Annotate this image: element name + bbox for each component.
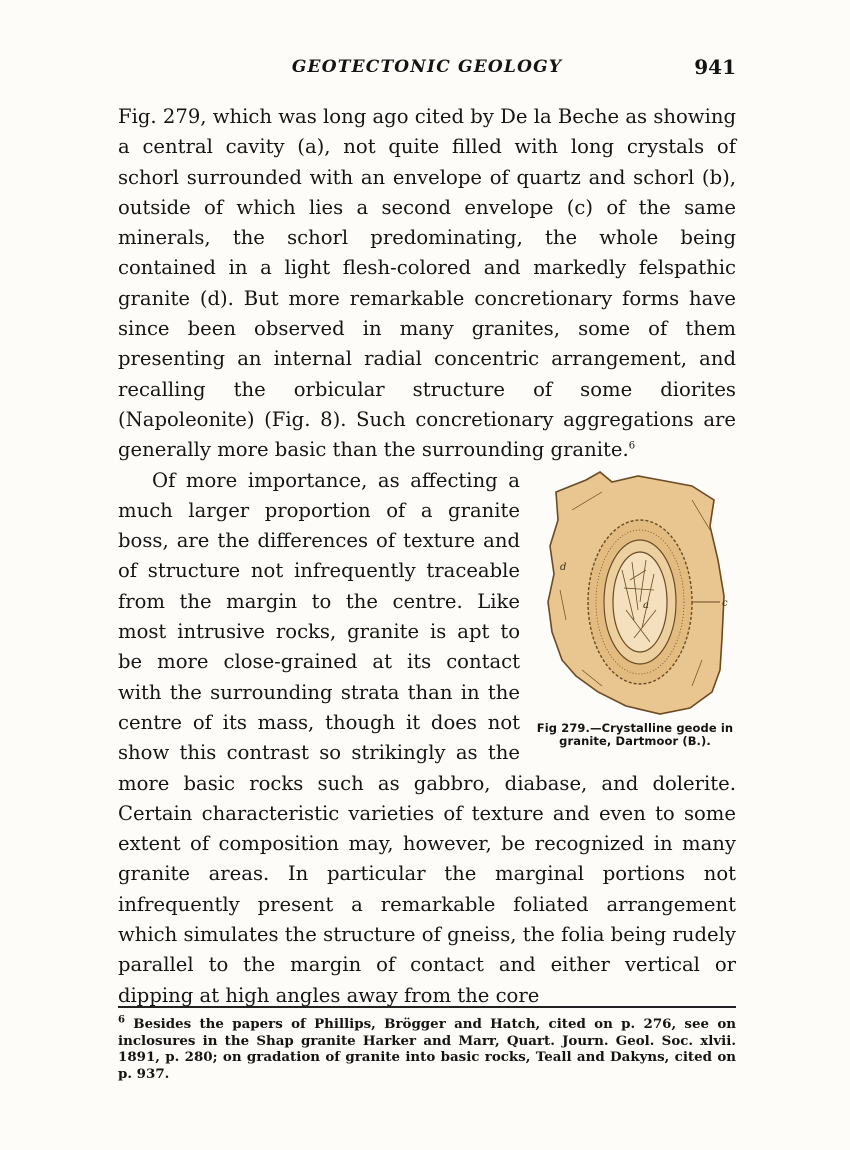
page-number: 941 xyxy=(694,55,736,79)
footnote-marker: 6 xyxy=(118,1014,125,1026)
label-c: c xyxy=(722,597,728,609)
body-text xyxy=(118,102,736,1011)
paragraph-1-text: Fig. 279, which was long ago cited by De la Beche as showing a central cavity (a), not quite filled with long crystals of schorl surrounded with an envelope of quartz and schorl (b), outside of which lies a second envelope (c) of the same minerals, the schorl predominating, the whole being contained in a light flesh-colored and markedly felspathic granite (d). But more remarkable concretionary forms have since been observed in many granites, some of them presenting an internal radial concentric arrangement, and recalling the orbicular structure of some diorites (Napoleonite) (Fig. 8). Such concretionary aggregations are generally more basic than the surrounding granite. xyxy=(118,105,736,462)
footnote-reference: 6 xyxy=(628,440,636,452)
figure-caption: Fig 279.—Crystalline geode in granite, Dartmoor (B.). xyxy=(536,720,734,748)
paragraph-1 xyxy=(118,102,736,466)
footnote-text: Besides the papers of Phillips, Brögger and Hatch, cited on p. 276, see on inclosures in the Shap granite Harker and Marr, Quart. Journ. Geol. Soc. xlvii. 1891, p. 280; on gradation of granite into basic rocks, Teall and Dakyns, cited on p. 937. xyxy=(118,1016,736,1082)
running-title: GEOTECTONIC GEOLOGY xyxy=(291,57,563,77)
page-header xyxy=(118,57,736,87)
figure-279 xyxy=(534,470,736,752)
label-a: a xyxy=(643,599,649,611)
paragraph-2: Of more importance, as affecting a much larger proportion of a granite boss, are the differences of texture and of structure not infrequently traceable from the margin to the centre. Like most intrusive rocks, granite is apt to be more close-grained at its contact with the surrounding strata than in the centre of its mass, though it does not show this contrast so strikingly as the more basic rocks such as gabbro, diabase, and dolerite. Certain characteristic varieties of texture and even to some extent of composition may, however, be recognized in many granite areas. In particular the marginal portions not infrequently present a remarkable foliated arrangement which simulates the structure of gneiss, the folia being rudely parallel to the margin of contact and either vertical or dipping at high angles away from the core xyxy=(118,468,736,1007)
geode-illustration xyxy=(542,470,732,716)
footnote xyxy=(118,1016,736,1082)
footnote-rule xyxy=(118,1006,736,1008)
label-d: d xyxy=(560,561,567,573)
